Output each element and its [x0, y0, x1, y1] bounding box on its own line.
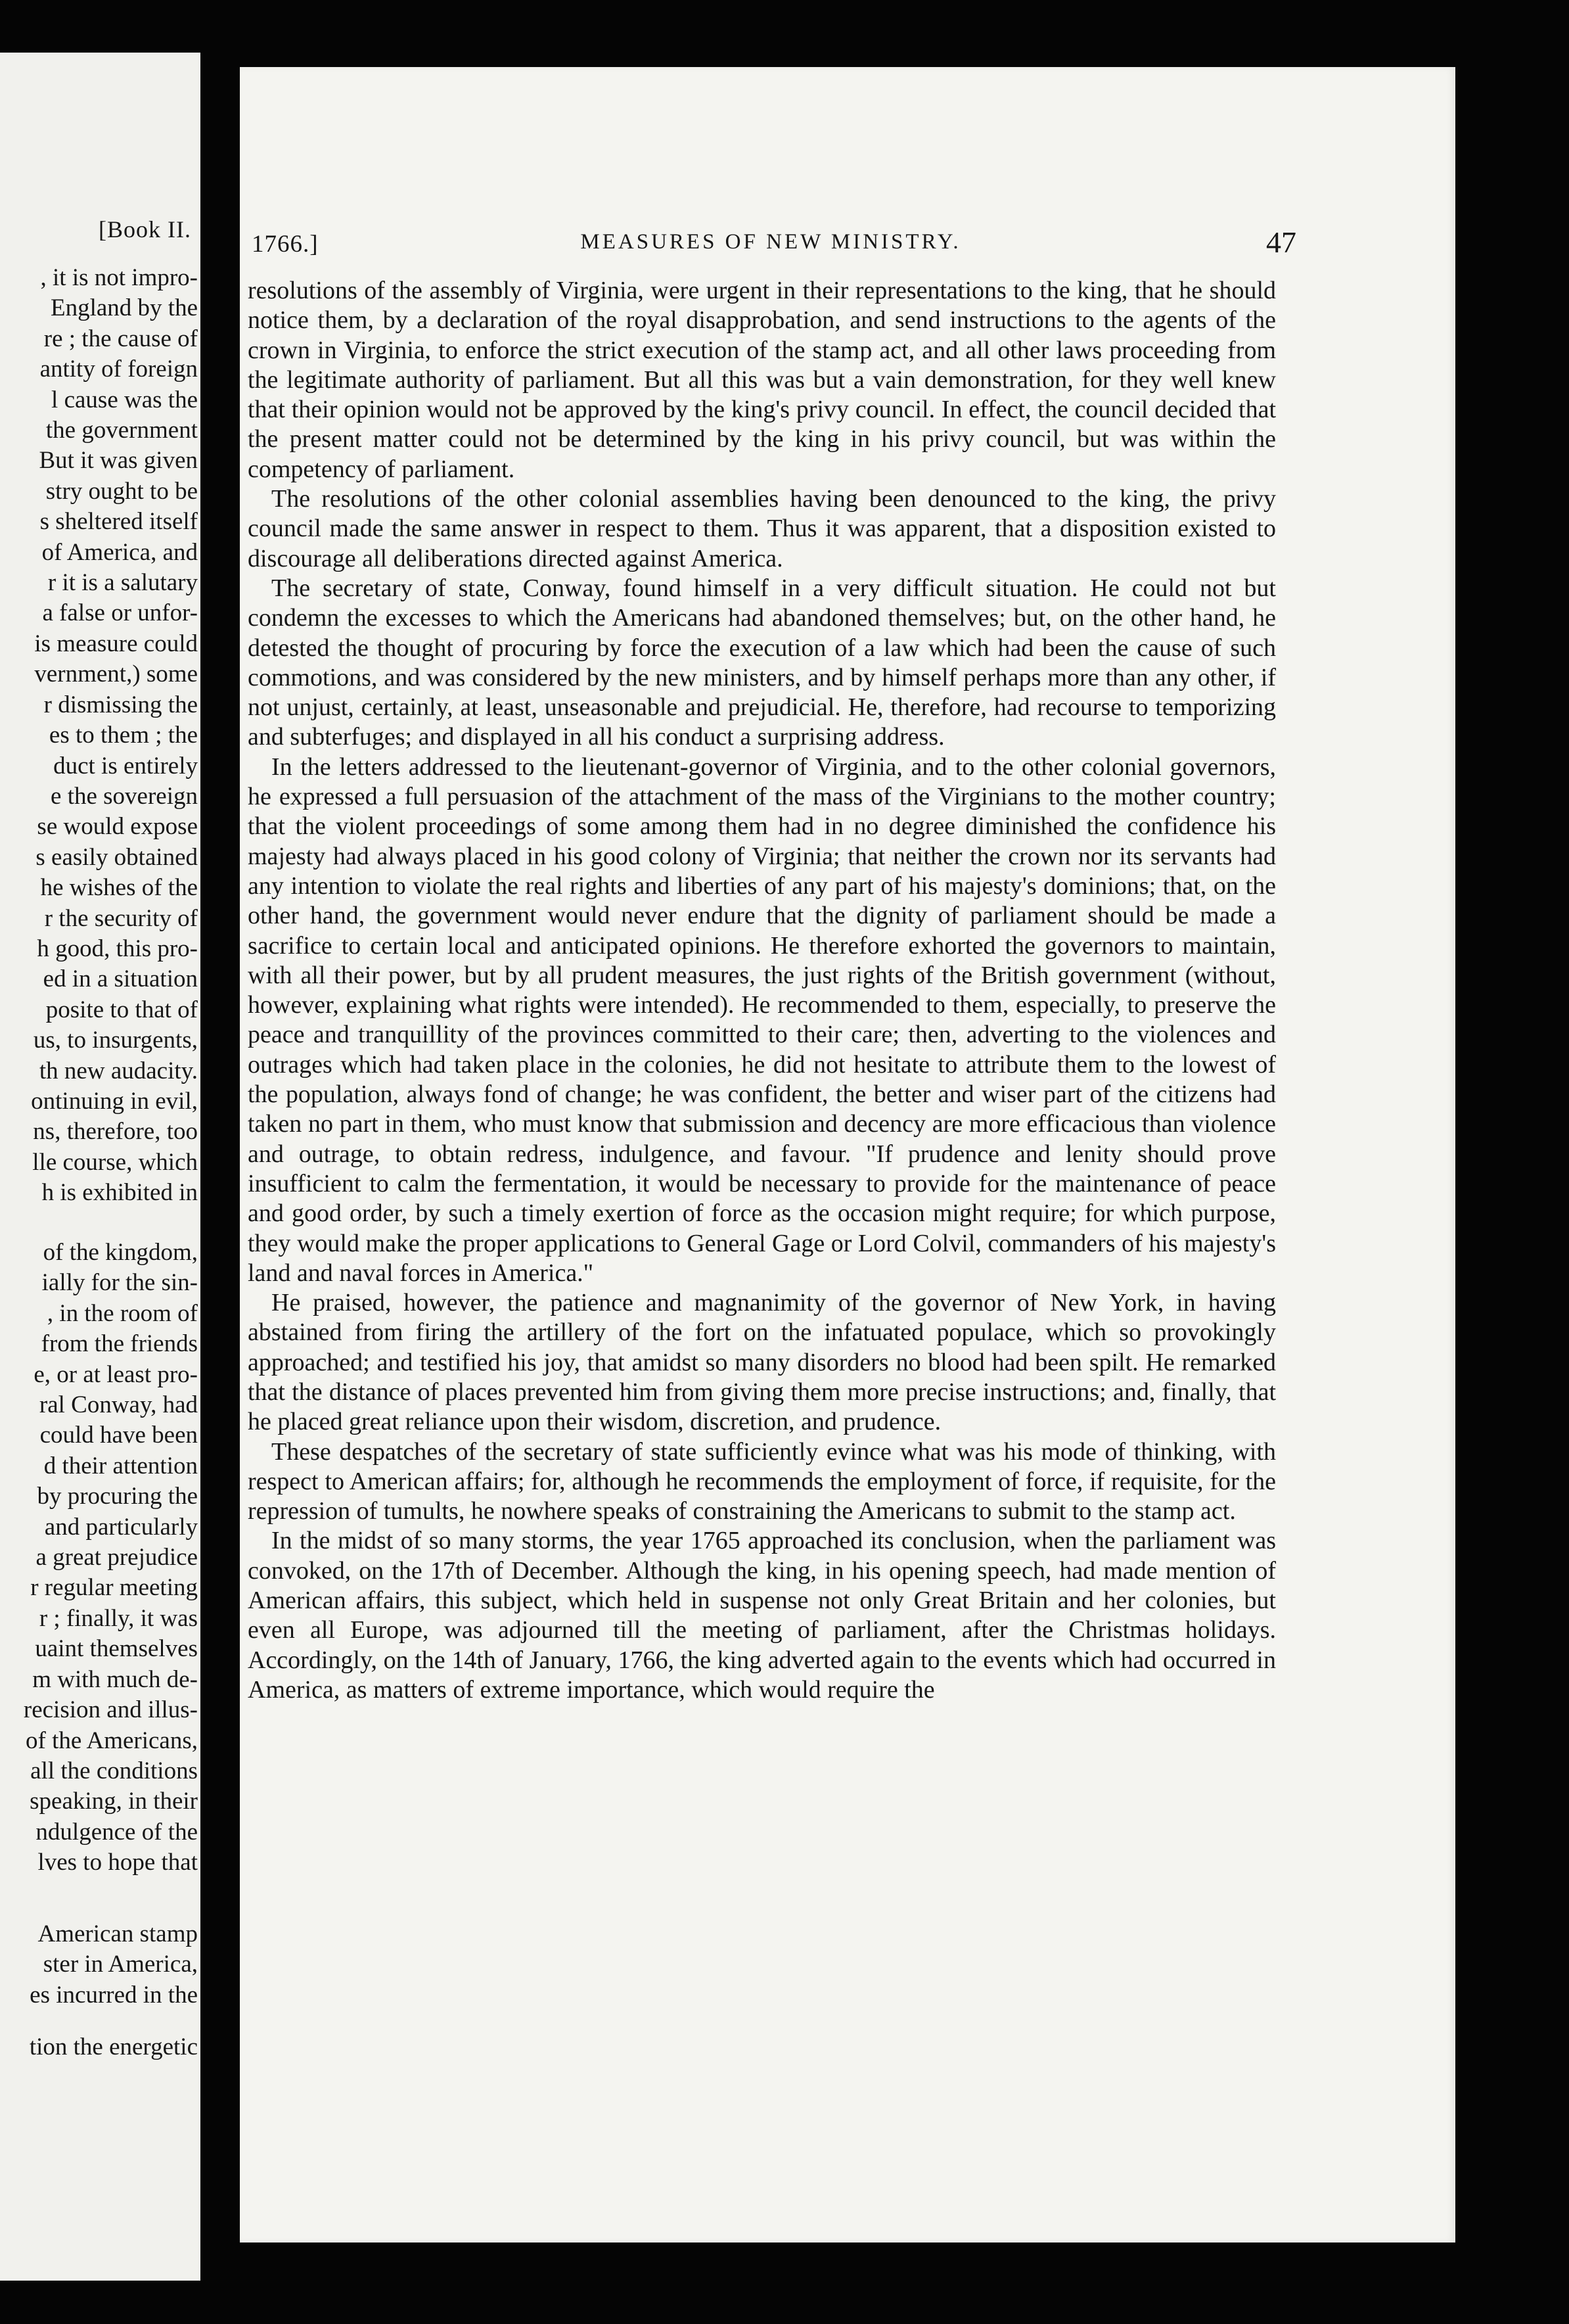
left-text-line: from the friends	[41, 1330, 198, 1358]
left-text-line: , it is not impro-	[40, 264, 198, 291]
paragraph: In the letters addressed to the lieutenant-governor of Virginia, and to the other colonial governors, he expressed a full persuasion of the attachment of the mass of the Virginians to the mother country; that the violent proceedings of some among them had in no degree diminished the confidence his majesty had always placed in his good colony of Virginia; that neither the crown nor its servants had any intention to violate the real rights and liberties of any part of his majesty's dominions; that, on the other hand, the government would never endure that the dignity of parliament should be made a sacrifice to certain local and anticipated opinions. He therefore exhorted the governors to maintain, with all their power, but by all prudent measures, the just rights of the British government (without, however, explaining what rights were intended). He recommended to them, especially, to preserve the peace and tranquillity of the provinces committed to their care; then, adverting to the violences and outrages which had taken place in the colonies, he did not hesitate to attribute them to the lowest of the population, always fond of change; he was confident, the better and wiser part of the citizens had taken no part in them, who must know that submission and decency are more efficacious than violence and outrage, to obtain redress, indulgence, and favour. "If prudence and lenity should prove insufficient to calm the fermentation, it would be necessary to provide for the maintenance of peace and good order, by such a timely exertion of force as the occasion might require; for which purpose, they would make the proper applications to General Gage or Lord Colvil, commanders of his majesty's land and naval forces in America."	[248, 753, 1276, 1287]
left-text-line: the government	[45, 417, 198, 444]
paragraph: In the midst of so many storms, the year 1765 approached its conclusion, when the parliament was convoked, on the 17th of December. Although the king, in his opening speech, had made mention of American affairs, this subject, which held in suspense not only Great Britain and her colonies, but even all Europe, was adjourned till the meeting of parliament, after the Christmas holidays. Accordingly, on the 14th of January, 1766, the king adverted again to the events which had occurred in America, as matters of extreme importance, which would require the	[248, 1527, 1276, 1704]
running-header	[252, 225, 1296, 264]
left-text-line: r dismissing the	[43, 691, 198, 718]
previous-page-fragment	[0, 53, 200, 2281]
left-text-line: by procuring the	[37, 1483, 198, 1510]
left-text-line: es incurred in the	[30, 1981, 198, 2009]
left-text-line: could have been	[39, 1422, 198, 1449]
left-text-line: of the kingdom,	[43, 1239, 198, 1266]
left-text-line: h good, this pro-	[37, 935, 198, 962]
left-text-line: he wishes of the	[40, 874, 198, 902]
left-text-line: th new audacity.	[39, 1057, 198, 1084]
header-title: MEASURES OF NEW MINISTRY.	[580, 230, 961, 254]
left-text-line: and particularly	[44, 1513, 198, 1541]
left-text-line: r the security of	[44, 904, 198, 932]
left-text-line: lves to hope that	[37, 1849, 198, 1876]
left-text-line: r ; finally, it was	[39, 1604, 198, 1632]
left-text-line: h is exhibited in	[41, 1179, 198, 1207]
left-text-line: recision and illus-	[23, 1696, 198, 1724]
left-running-head: [Book II.	[99, 216, 191, 243]
left-text-line: American stamp	[37, 1920, 198, 1947]
left-text-line: of the Americans,	[26, 1727, 198, 1754]
left-text-line: of America, and	[41, 538, 198, 566]
left-text-line: us, to insurgents,	[33, 1027, 198, 1054]
book-gutter	[200, 0, 240, 2324]
left-text-line: s sheltered itself	[39, 508, 198, 536]
body-text	[248, 276, 1276, 1705]
left-text-line: e the sovereign	[51, 782, 198, 810]
page-number: 47	[1266, 225, 1296, 259]
left-text-line: ns, therefore, too	[33, 1118, 198, 1146]
left-text-line: se would expose	[37, 813, 198, 841]
left-text-line: a great prejudice	[35, 1544, 198, 1571]
left-text-line: all the conditions	[30, 1757, 198, 1784]
left-text-block-1	[31, 263, 198, 1209]
left-text-line: , in the room of	[47, 1299, 198, 1327]
left-text-line: lle course, which	[32, 1148, 198, 1176]
left-text-line: tion the energetic	[29, 2034, 198, 2060]
left-text-line: antity of foreign	[39, 356, 198, 383]
left-text-block-4	[30, 2032, 198, 2062]
left-text-block-3	[30, 1919, 198, 2010]
paragraph: The secretary of state, Conway, found himself in a very difficult situation. He could not but condemn the excesses to which the Americans had abandoned themselves; but, on the other hand, he detested the thought of procuring by force the execution of a law which had been the cause of such commotions, and was considered by the new ministers, and by himself perhaps more than any other, if not unjust, certainly, at least, unseasonable and prejudicial. He, therefore, had recourse to temporizing and subterfuges; and displayed in all his conduct a surprising address.	[248, 574, 1276, 751]
left-text-line: ral Conway, had	[39, 1391, 198, 1419]
left-text-line: re ; the cause of	[43, 325, 198, 352]
page	[240, 67, 1455, 2243]
paragraph: The resolutions of the other colonial assemblies having been denounced to the king, the privy council made the same answer in respect to them. Thus it was apparent, that a disposition existed to discourage all deliberations directed against America.	[248, 485, 1276, 572]
paragraph: These despatches of the secretary of state sufficiently evince what was his mode of thinking, with respect to American affairs; for, although he recommends the employment of force, if requisite, for the repression of tumults, he nowhere speaks of constraining the Americans to submit to the stamp act.	[248, 1437, 1276, 1525]
left-text-line: ndulgence of the	[35, 1818, 198, 1846]
left-text-line: ster in America,	[43, 1951, 198, 1978]
left-text-line: ed in a situation	[43, 965, 198, 993]
left-text-line: stry ought to be	[45, 477, 198, 505]
left-text-block-2	[24, 1238, 198, 1878]
left-text-line: es to them ; the	[49, 722, 198, 749]
header-year: 1766.]	[252, 231, 319, 258]
left-text-line: e, or at least pro-	[34, 1360, 198, 1388]
left-text-line: speaking, in their	[30, 1788, 198, 1815]
paragraph: resolutions of the assembly of Virginia, were urgent in their representations to the king, that he should notice them, by a declaration of the royal disapprobation, and send instructions to the agents of the crown in Virginia, to enforce the strict execution of the stamp act, and all other laws proceeding from the legitimate authority of parliament. But all this was but a vain demonstration, for they well knew that their opinion would not be approved by the king's privy council. In effect, the council decided that the present matter could not be determined by the king in his privy council, but was within the competency of parliament.	[248, 277, 1276, 483]
left-text-line: But it was given	[39, 447, 198, 475]
left-text-line: r it is a salutary	[47, 569, 198, 597]
left-text-line: d their attention	[43, 1452, 198, 1479]
left-text-line: s easily obtained	[35, 843, 198, 871]
left-text-line: is measure could	[34, 630, 198, 657]
left-text-line: uaint themselves	[35, 1635, 198, 1663]
left-text-line: ially for the sin-	[41, 1269, 198, 1297]
left-text-line: vernment,) some	[34, 661, 198, 688]
left-text-line: posite to that of	[45, 996, 198, 1023]
paragraph: He praised, however, the patience and magnanimity of the governor of New York, in having abstained from firing the artillery of the fort on the infatuated populace, which so provokingly approached; and testified his joy, that amidst so many disorders no blood had been spilt. He remarked that the distance of places prevented him from giving them more precise instructions; and, finally, that he placed great reliance upon their wisdom, discretion, and prudence.	[248, 1289, 1276, 1436]
left-text-line: l cause was the	[51, 386, 198, 413]
left-text-line: m with much de-	[32, 1665, 198, 1693]
left-text-line: r regular meeting	[30, 1574, 198, 1602]
left-text-line: ontinuing in evil,	[31, 1087, 198, 1115]
left-text-line: duct is entirely	[53, 752, 198, 779]
left-text-line: England by the	[50, 294, 198, 322]
left-text-line: a false or unfor-	[42, 599, 198, 627]
